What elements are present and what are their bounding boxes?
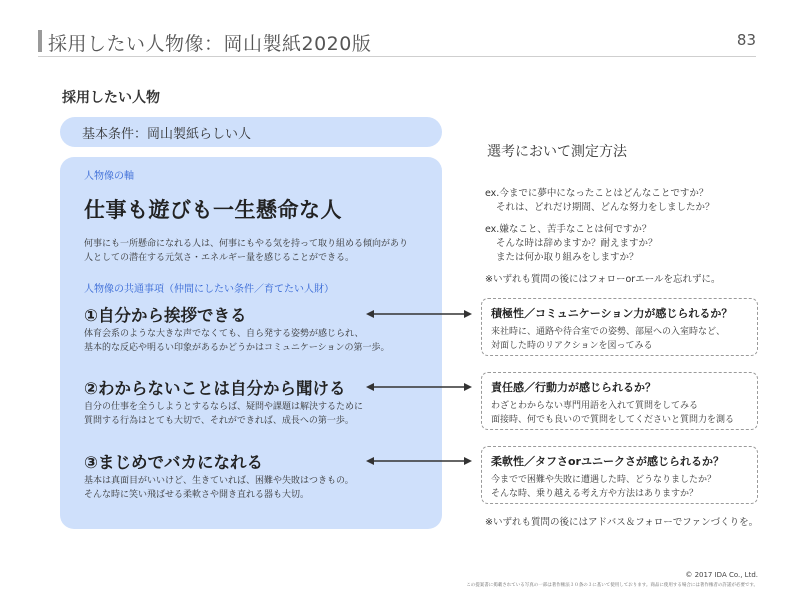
axis-desc-line-1: 何事にも一所懸命になれる人は、何事にもやる気を持って取り組める傾向があり [84,239,409,249]
measure-box-3-line-2: そんな時、乗り越える考え方や方法はありますか？ [491,489,699,499]
item-3-desc-line-1: 基本は真面目がいいけど、生きていれば、困難や失敗はつきもの。 [84,476,354,486]
question-2-line-2: そんな時は辞めますか？耐えますか？ [496,238,658,249]
measure-box-2-line-1: わざとわからない専門用語を入れて質問をしてみる [491,401,699,411]
page-number: 83 [736,31,756,49]
common-label: 人物像の共通事項（仲間にしたい条件／育てたい人財） [84,284,334,295]
item-1-title: ①自分から挨拶できる [84,306,247,325]
axis-desc-line-2: 人としての潜在する元気さ・エネルギー量を感じることができる。 [84,253,355,263]
measure-box-3-title: 柔軟性／タフさorユニークさが感じられるか？ [491,455,724,468]
item-3-desc-line-2: そんな時に笑い飛ばせる柔軟さや開き直れる器も大切。 [84,490,310,500]
question-1-line-2: それは、どれだけ期間、どんな努力をしましたか？ [496,202,715,213]
page-title: 採用したい人物像：岡山製紙2020版 [48,33,372,55]
double-arrow-icon [366,381,472,393]
item-2-desc-line-1: 自分の仕事を全うしようとするならば、疑問や課題は解決するために [84,402,364,412]
item-1-desc-line-1: 体育会系のような大きな声でなくても、自ら発する姿勢が感じられ、 [84,329,364,339]
measure-box-1 [481,298,758,356]
axis-headline: 仕事も遊びも一生懸命な人 [84,198,342,222]
item-2-title: ②わからないことは自分から聞ける [84,379,346,398]
measure-box-3-line-1: 今までで困難や失敗に遭遇した時、どうなりましたか？ [491,475,717,485]
measure-box-3 [481,446,758,504]
question-1-line-1: ex.今までに夢中になったことはどんなことですか？ [485,188,709,199]
section-title: 採用したい人物 [62,90,160,106]
basic-condition-pill [60,117,442,147]
axis-label: 人物像の軸 [84,171,134,182]
measure-title: 選考において測定方法 [487,144,627,160]
measure-box-2 [481,372,758,430]
measure-box-2-line-2: 面接時、何でも良いので質問をしてくださいと質問力を測る [491,415,735,425]
measure-box-2-title: 責任感／行動力が感じられるか？ [491,381,656,394]
double-arrow-icon [366,455,472,467]
measure-box-1-title: 積極性／コミュニケーション力が感じられるか？ [491,307,733,320]
footer-note: この提案書に掲載されている写真の一部は著作権法３０条の３に基いて使用しております。商品に使用する場合には著作権者の許諾が必要です。 [466,583,758,588]
double-arrow-icon [366,308,472,320]
item-3-title: ③まじめでバカになれる [84,453,263,472]
item-1-desc-line-2: 基本的な反応や明るい印象があるかどうかはコミュニケーションの第一歩。 [84,343,390,353]
item-2-desc-line-2: 質問する行為はとても大切で、それができれば、成長への第一歩。 [84,416,354,426]
basic-condition-text: 基本条件：岡山製紙らしい人 [82,127,252,142]
header-accent-bar [38,30,42,52]
measure-box-1-line-1: 来社時に、通路や待合室での姿勢、部屋への入室時など、 [491,327,726,337]
question-2-line-1: ex.嫌なこと、苦手なことは何ですか？ [485,224,652,235]
copyright: © 2017 IDA Co., Ltd. [685,571,758,579]
measure-note-2: ※いずれも質問の後にはアドバス＆フォローでファンづくりを。 [485,517,759,528]
measure-note-1: ※いずれも質問の後にはフォローorエールを忘れずに。 [485,274,721,285]
header-divider [38,56,756,57]
measure-box-1-line-2: 対面した時のリアクションを図ってみる [491,341,653,351]
question-2-line-3: または何か取り組みをしますか？ [496,252,639,263]
